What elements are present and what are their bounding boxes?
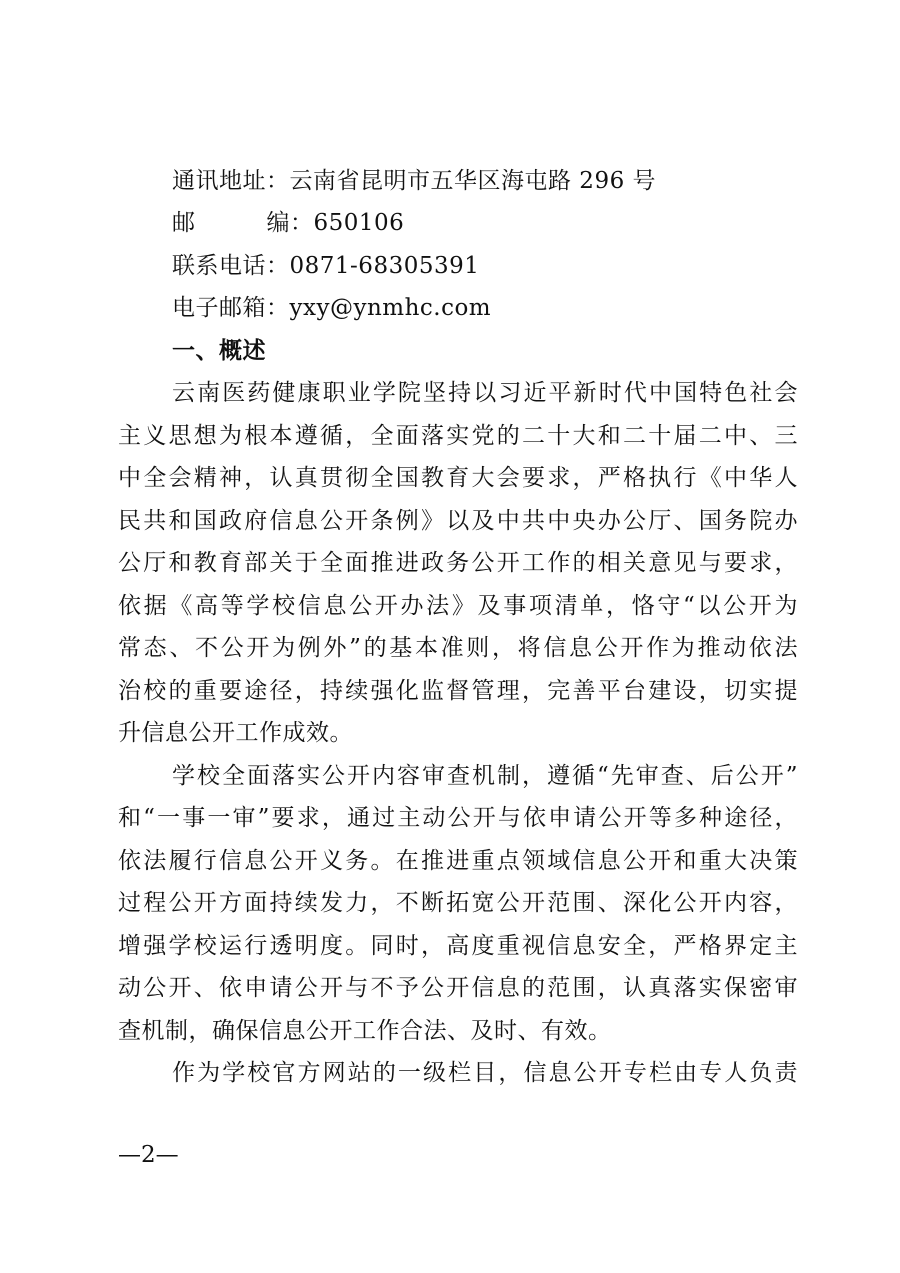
paragraph-line: 公厅和教育部关于全面推进政务公开工作的相关意见与要求， [118, 550, 798, 576]
section-heading: 一、概述 [172, 338, 266, 364]
paragraph-line: 增强学校运行透明度。同时，高度重视信息安全，严格界定主 [118, 933, 798, 959]
phone-label: 联系电话： [172, 253, 290, 279]
paragraph-line: 依法履行信息公开义务。在推进重点领域信息公开和重大决策 [118, 848, 798, 874]
phone-value: 0871-68305391 [289, 253, 480, 279]
zip-line [172, 208, 798, 238]
paragraph-line: 作为学校官方网站的一级栏目，信息公开专栏由专人负责 [172, 1060, 798, 1086]
phone-line [172, 251, 798, 281]
paragraph-line: 常态、不公开为例外”的基本准则，将信息公开作为推动依法 [118, 635, 798, 661]
address-line [172, 166, 798, 196]
email-label: 电子邮箱： [172, 295, 290, 321]
page-number: —2— [118, 1142, 179, 1168]
paragraph-line: 动公开、依申请公开与不予公开信息的范围，认真落实保密审 [118, 975, 798, 1001]
paragraph-line: 中全会精神，认真贯彻全国教育大会要求，严格执行《中华人 [118, 465, 798, 491]
paragraph-line: 依据《高等学校信息公开办法》及事项清单，恪守“以公开为 [118, 593, 798, 619]
paragraph-line: 和“一事一审”要求，通过主动公开与依申请公开等多种途径， [118, 805, 798, 831]
paragraph-line: 云南医药健康职业学院坚持以习近平新时代中国特色社会 [172, 380, 798, 406]
address-value: 云南省昆明市五华区海屯路 296 号 [289, 168, 657, 194]
zip-value: 650106 [313, 210, 405, 236]
address-label: 通讯地址： [172, 168, 290, 194]
paragraph-line: 过程公开方面持续发力，不断拓宽公开范围、深化公开内容， [118, 890, 798, 916]
paragraph-line: 治校的重要途径，持续强化监督管理，完善平台建设，切实提 [118, 678, 798, 704]
paragraph-line: 民共和国政府信息公开条例》以及中共中央办公厅、国务院办 [118, 508, 798, 534]
paragraph-line: 学校全面落实公开内容审查机制，遵循“先审查、后公开” [172, 763, 798, 789]
email-line [172, 293, 798, 323]
zip-label: 邮 编 [172, 210, 290, 236]
paragraph-line: 升信息公开工作成效。 [118, 720, 353, 746]
zip-colon: ： [290, 210, 314, 236]
paragraph-line: 查机制，确保信息公开工作合法、及时、有效。 [118, 1018, 612, 1044]
paragraph-line: 主义思想为根本遵循，全面落实党的二十大和二十届二中、三 [118, 423, 798, 449]
email-value: yxy@ynmhc.com [289, 295, 492, 321]
